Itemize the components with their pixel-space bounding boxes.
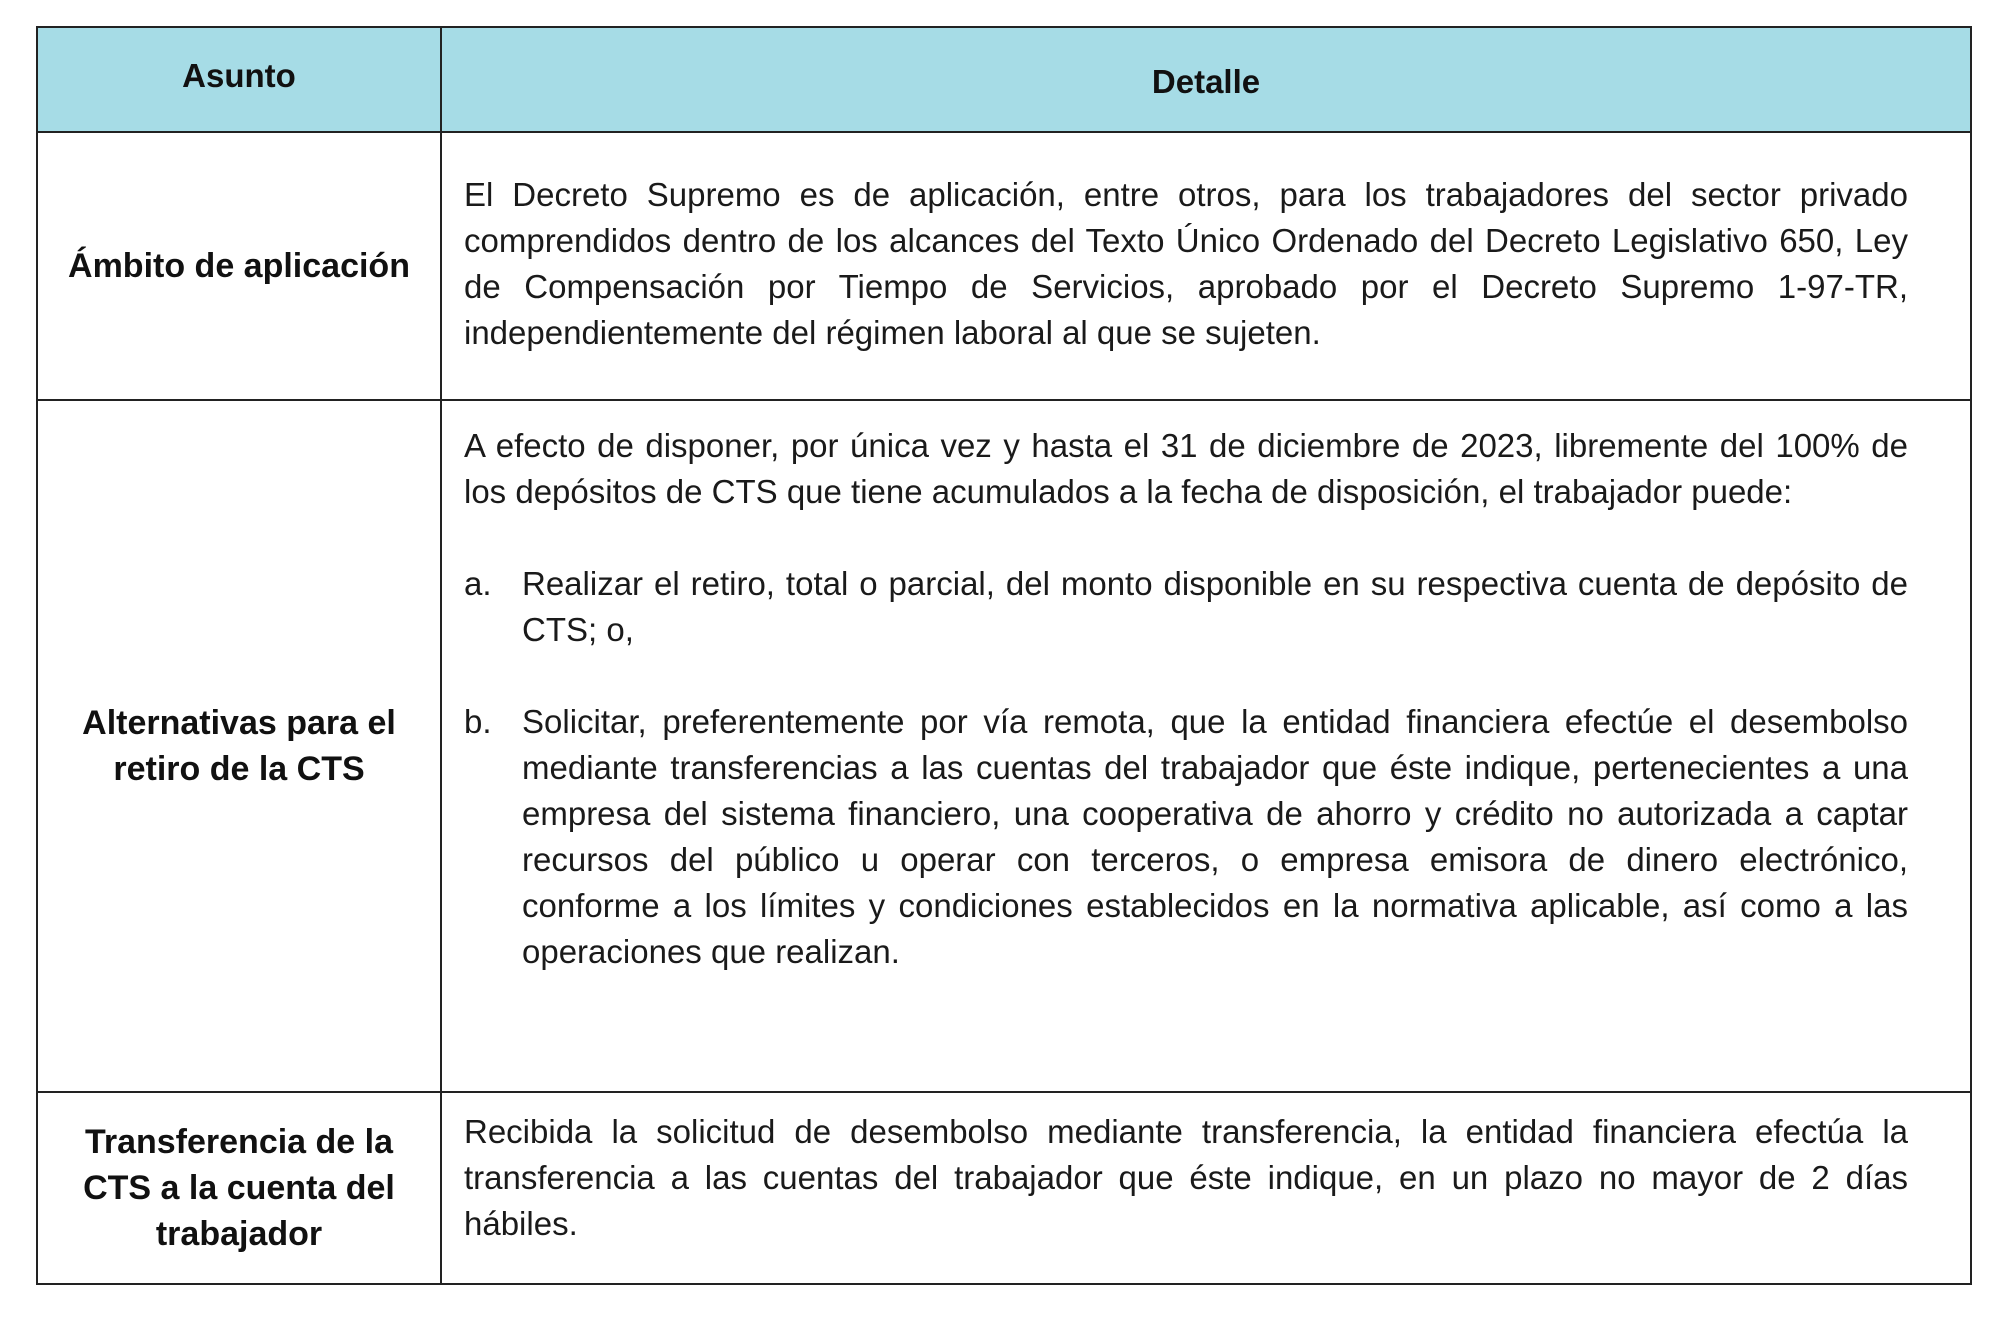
asunto-ambito bbox=[37, 132, 441, 400]
table-row bbox=[37, 1092, 1971, 1284]
list-item bbox=[464, 561, 1908, 653]
asunto-alternativas bbox=[37, 400, 441, 1092]
table-header-row bbox=[37, 27, 1971, 132]
detalle-alternativas-intro: A efecto de disponer, por única vez y hasta el 31 de diciembre de 2023, libremente del 100% de los depósitos de CTS que tiene acumulados a la fecha de disposición, el trabajador puede: bbox=[464, 427, 1908, 510]
list-marker: b. bbox=[464, 703, 492, 740]
cts-summary-table bbox=[36, 26, 1972, 1285]
list-item bbox=[464, 699, 1908, 975]
detalle-alternativas bbox=[441, 400, 1971, 1092]
detalle-ambito-text: El Decreto Supremo es de aplicación, entre otros, para los trabajadores del sector privado comprendidos dentro de los alcances del Texto Único Ordenado del Decreto Legislativo 650, Ley de Compensación por Tiempo de Servicios, aprobado por el Decreto Supremo 1-97-TR, independientemente del régimen laboral al que se sujeten. bbox=[464, 176, 1908, 351]
asunto-alternativas-label: Alternativas para el retiro de la CTS bbox=[82, 704, 396, 788]
list-item-text: Solicitar, preferentemente por vía remota, que la entidad financiera efectúe el desembolso mediante transferencias a las cuentas del trabajador que éste indique, pertenecientes a una empresa del sistema financiero, una cooperativa de ahorro y crédito no autorizada a captar recursos del público u operar con terceros, o empresa emisora de dinero electrónico, conforme a los límites y condiciones establecidos en la normativa aplicable, así como a las operaciones que realizan. bbox=[522, 703, 1908, 970]
list-item-text: Realizar el retiro, total o parcial, del monto disponible en su respectiva cuenta de depósito de CTS; o, bbox=[522, 565, 1908, 648]
table-row bbox=[37, 400, 1971, 1092]
alternativas-list bbox=[464, 561, 1908, 975]
table-row bbox=[37, 132, 1971, 400]
detalle-ambito bbox=[441, 132, 1971, 400]
detalle-transferencia-text: Recibida la solicitud de desembolso mediante transferencia, la entidad financiera efectúa la transferencia a las cuentas del trabajador que éste indique, en un plazo no mayor de 2 días hábiles. bbox=[464, 1113, 1908, 1242]
asunto-transferencia bbox=[37, 1092, 441, 1284]
asunto-transferencia-label: Transferencia de la CTS a la cuenta del trabajador bbox=[83, 1123, 395, 1253]
header-detalle: Detalle bbox=[441, 27, 1971, 132]
list-marker: a. bbox=[464, 565, 492, 602]
header-asunto: Asunto bbox=[37, 27, 441, 132]
asunto-ambito-label: Ámbito de aplicación bbox=[68, 247, 410, 285]
detalle-transferencia bbox=[441, 1092, 1971, 1284]
